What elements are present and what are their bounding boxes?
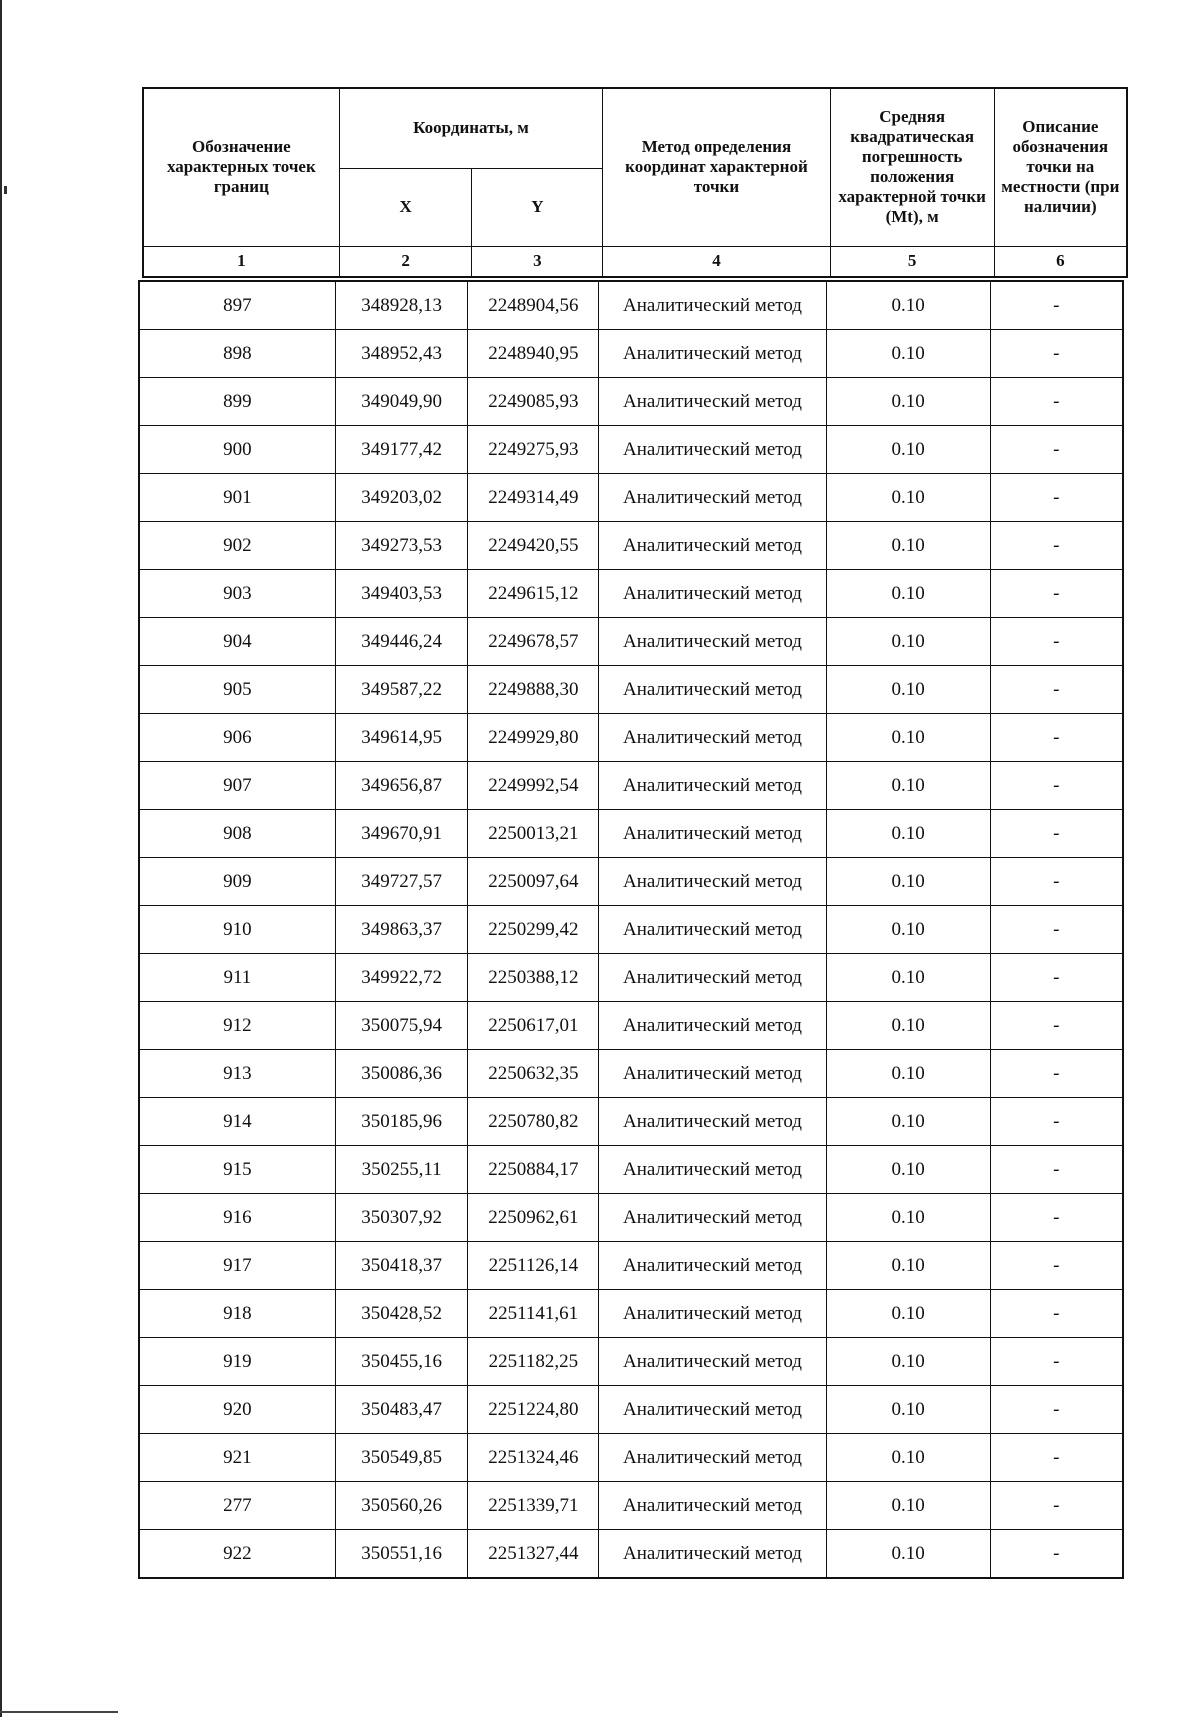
cell-point-id: 277	[139, 1482, 335, 1530]
cell-coord-y: 2249085,93	[468, 378, 599, 426]
cell-error-mt: 0.10	[826, 474, 990, 522]
cell-point-id: 908	[139, 810, 335, 858]
table-row	[139, 1002, 1123, 1050]
cell-error-mt: 0.10	[826, 1338, 990, 1386]
cell-coord-y: 2249420,55	[468, 522, 599, 570]
cell-error-mt: 0.10	[826, 858, 990, 906]
table-row	[139, 522, 1123, 570]
cell-error-mt: 0.10	[826, 810, 990, 858]
cell-coord-x: 350185,96	[335, 1098, 468, 1146]
cell-coord-x: 349922,72	[335, 954, 468, 1002]
coordinates-table	[138, 280, 1124, 1579]
cell-method: Аналитический метод	[599, 906, 826, 954]
cell-description: -	[990, 1146, 1123, 1194]
cell-coord-y: 2251327,44	[468, 1530, 599, 1579]
cell-method: Аналитический метод	[599, 1482, 826, 1530]
cell-error-mt: 0.10	[826, 426, 990, 474]
cell-coord-x: 349203,02	[335, 474, 468, 522]
column-number-2: 2	[339, 246, 472, 277]
cell-coord-y: 2250388,12	[468, 954, 599, 1002]
cell-method: Аналитический метод	[599, 618, 826, 666]
cell-coord-x: 349614,95	[335, 714, 468, 762]
table-row	[139, 762, 1123, 810]
cell-error-mt: 0.10	[826, 1050, 990, 1098]
column-number-3: 3	[472, 246, 603, 277]
cell-point-id: 900	[139, 426, 335, 474]
cell-coord-y: 2250299,42	[468, 906, 599, 954]
cell-error-mt: 0.10	[826, 1482, 990, 1530]
cell-coord-y: 2251182,25	[468, 1338, 599, 1386]
cell-method: Аналитический метод	[599, 281, 826, 330]
cell-coord-x: 349403,53	[335, 570, 468, 618]
coordinates-table-body	[139, 281, 1123, 1578]
cell-coord-y: 2249929,80	[468, 714, 599, 762]
cell-error-mt: 0.10	[826, 378, 990, 426]
cell-error-mt: 0.10	[826, 618, 990, 666]
cell-coord-y: 2250013,21	[468, 810, 599, 858]
table-row	[139, 281, 1123, 330]
cell-method: Аналитический метод	[599, 1530, 826, 1579]
cell-method: Аналитический метод	[599, 858, 826, 906]
cell-point-id: 914	[139, 1098, 335, 1146]
cell-description: -	[990, 522, 1123, 570]
cell-method: Аналитический метод	[599, 1290, 826, 1338]
cell-method: Аналитический метод	[599, 810, 826, 858]
table-row	[139, 810, 1123, 858]
cell-coord-y: 2250632,35	[468, 1050, 599, 1098]
header-coordinates: Координаты, м	[339, 88, 603, 168]
table-row	[139, 1194, 1123, 1242]
cell-coord-y: 2248940,95	[468, 330, 599, 378]
cell-error-mt: 0.10	[826, 1290, 990, 1338]
cell-error-mt: 0.10	[826, 1530, 990, 1579]
cell-error-mt: 0.10	[826, 1146, 990, 1194]
cell-point-id: 917	[139, 1242, 335, 1290]
table-row	[139, 858, 1123, 906]
cell-error-mt: 0.10	[826, 522, 990, 570]
cell-method: Аналитический метод	[599, 1050, 826, 1098]
cell-coord-x: 349273,53	[335, 522, 468, 570]
cell-description: -	[990, 570, 1123, 618]
cell-description: -	[990, 378, 1123, 426]
cell-description: -	[990, 474, 1123, 522]
cell-description: -	[990, 1050, 1123, 1098]
cell-description: -	[990, 954, 1123, 1002]
cell-coord-x: 349049,90	[335, 378, 468, 426]
header-method: Метод определения координат характерной точки	[603, 88, 830, 246]
cell-point-id: 909	[139, 858, 335, 906]
cell-point-id: 916	[139, 1194, 335, 1242]
column-number-4: 4	[603, 246, 830, 277]
cell-description: -	[990, 1386, 1123, 1434]
cell-error-mt: 0.10	[826, 570, 990, 618]
cell-description: -	[990, 1242, 1123, 1290]
cell-point-id: 910	[139, 906, 335, 954]
cell-coord-y: 2250780,82	[468, 1098, 599, 1146]
cell-point-id: 915	[139, 1146, 335, 1194]
cell-coord-y: 2249275,93	[468, 426, 599, 474]
cell-coord-y: 2249888,30	[468, 666, 599, 714]
cell-description: -	[990, 1098, 1123, 1146]
cell-method: Аналитический метод	[599, 426, 826, 474]
table-row	[139, 426, 1123, 474]
cell-description: -	[990, 618, 1123, 666]
cell-coord-x: 350418,37	[335, 1242, 468, 1290]
cell-coord-x: 350307,92	[335, 1194, 468, 1242]
cell-method: Аналитический метод	[599, 1146, 826, 1194]
cell-coord-y: 2250884,17	[468, 1146, 599, 1194]
cell-description: -	[990, 1338, 1123, 1386]
cell-description: -	[990, 1194, 1123, 1242]
cell-point-id: 922	[139, 1530, 335, 1579]
cell-point-id: 904	[139, 618, 335, 666]
cell-point-id: 907	[139, 762, 335, 810]
cell-coord-y: 2249615,12	[468, 570, 599, 618]
cell-coord-x: 349177,42	[335, 426, 468, 474]
cell-coord-x: 349670,91	[335, 810, 468, 858]
cell-point-id: 919	[139, 1338, 335, 1386]
cell-error-mt: 0.10	[826, 1002, 990, 1050]
cell-description: -	[990, 1002, 1123, 1050]
cell-error-mt: 0.10	[826, 906, 990, 954]
cell-point-id: 902	[139, 522, 335, 570]
cell-error-mt: 0.10	[826, 762, 990, 810]
cell-error-mt: 0.10	[826, 714, 990, 762]
cell-point-id: 918	[139, 1290, 335, 1338]
cell-coord-y: 2251339,71	[468, 1482, 599, 1530]
table-row	[139, 330, 1123, 378]
table-row	[139, 1434, 1123, 1482]
cell-description: -	[990, 714, 1123, 762]
cell-coord-x: 349863,37	[335, 906, 468, 954]
cell-description: -	[990, 330, 1123, 378]
cell-coord-x: 349727,57	[335, 858, 468, 906]
cell-description: -	[990, 281, 1123, 330]
cell-description: -	[990, 858, 1123, 906]
cell-description: -	[990, 1290, 1123, 1338]
column-number-1: 1	[143, 246, 339, 277]
cell-coord-x: 348928,13	[335, 281, 468, 330]
cell-description: -	[990, 1530, 1123, 1579]
cell-description: -	[990, 1482, 1123, 1530]
cell-coord-x: 350551,16	[335, 1530, 468, 1579]
cell-coord-x: 349446,24	[335, 618, 468, 666]
cell-method: Аналитический метод	[599, 954, 826, 1002]
cell-coord-x: 350549,85	[335, 1434, 468, 1482]
cell-method: Аналитический метод	[599, 1434, 826, 1482]
cell-point-id: 903	[139, 570, 335, 618]
header-point-designation: Обозначение характерных точек границ	[143, 88, 339, 246]
cell-description: -	[990, 810, 1123, 858]
cell-method: Аналитический метод	[599, 570, 826, 618]
table-row	[139, 954, 1123, 1002]
cell-error-mt: 0.10	[826, 330, 990, 378]
cell-description: -	[990, 666, 1123, 714]
cell-coord-x: 349587,22	[335, 666, 468, 714]
header-y: Y	[472, 168, 603, 246]
header-table	[142, 87, 1128, 278]
cell-error-mt: 0.10	[826, 954, 990, 1002]
table-row	[139, 1338, 1123, 1386]
table-row	[139, 1530, 1123, 1579]
cell-method: Аналитический метод	[599, 714, 826, 762]
table-row	[139, 906, 1123, 954]
cell-coord-y: 2250617,01	[468, 1002, 599, 1050]
cell-coord-x: 350428,52	[335, 1290, 468, 1338]
cell-method: Аналитический метод	[599, 1098, 826, 1146]
table-row	[139, 1242, 1123, 1290]
cell-method: Аналитический метод	[599, 1386, 826, 1434]
cell-coord-y: 2251224,80	[468, 1386, 599, 1434]
cell-coord-y: 2251141,61	[468, 1290, 599, 1338]
scan-mark	[4, 186, 7, 194]
table-row	[139, 618, 1123, 666]
cell-coord-x: 349656,87	[335, 762, 468, 810]
cell-point-id: 906	[139, 714, 335, 762]
cell-coord-x: 348952,43	[335, 330, 468, 378]
table-row	[139, 1098, 1123, 1146]
cell-description: -	[990, 906, 1123, 954]
table-row	[139, 1146, 1123, 1194]
cell-coord-x: 350483,47	[335, 1386, 468, 1434]
cell-method: Аналитический метод	[599, 666, 826, 714]
cell-error-mt: 0.10	[826, 1098, 990, 1146]
cell-method: Аналитический метод	[599, 1194, 826, 1242]
table-row	[139, 666, 1123, 714]
cell-point-id: 912	[139, 1002, 335, 1050]
cell-method: Аналитический метод	[599, 1338, 826, 1386]
cell-coord-y: 2249678,57	[468, 618, 599, 666]
header-error: Средняя квадратическая погрешность положения характерной точки (Mt), м	[830, 88, 994, 246]
cell-error-mt: 0.10	[826, 1434, 990, 1482]
cell-description: -	[990, 1434, 1123, 1482]
cell-point-id: 897	[139, 281, 335, 330]
scan-edge-left	[0, 0, 2, 1717]
cell-coord-x: 350455,16	[335, 1338, 468, 1386]
cell-coord-x: 350086,36	[335, 1050, 468, 1098]
cell-coord-y: 2250962,61	[468, 1194, 599, 1242]
cell-error-mt: 0.10	[826, 666, 990, 714]
scan-edge-bottom	[0, 1711, 118, 1713]
header-x: X	[339, 168, 472, 246]
cell-point-id: 913	[139, 1050, 335, 1098]
table-row	[139, 1386, 1123, 1434]
table-row	[139, 474, 1123, 522]
cell-point-id: 920	[139, 1386, 335, 1434]
cell-error-mt: 0.10	[826, 1194, 990, 1242]
cell-point-id: 901	[139, 474, 335, 522]
cell-method: Аналитический метод	[599, 474, 826, 522]
cell-method: Аналитический метод	[599, 762, 826, 810]
header-row-top	[143, 88, 1127, 168]
cell-method: Аналитический метод	[599, 1002, 826, 1050]
cell-coord-y: 2251126,14	[468, 1242, 599, 1290]
cell-description: -	[990, 762, 1123, 810]
cell-method: Аналитический метод	[599, 522, 826, 570]
cell-coord-x: 350560,26	[335, 1482, 468, 1530]
table-row	[139, 714, 1123, 762]
cell-coord-y: 2251324,46	[468, 1434, 599, 1482]
cell-method: Аналитический метод	[599, 378, 826, 426]
table-row	[139, 1482, 1123, 1530]
cell-method: Аналитический метод	[599, 1242, 826, 1290]
cell-point-id: 921	[139, 1434, 335, 1482]
cell-method: Аналитический метод	[599, 330, 826, 378]
cell-error-mt: 0.10	[826, 1386, 990, 1434]
cell-description: -	[990, 426, 1123, 474]
cell-error-mt: 0.10	[826, 1242, 990, 1290]
table-row	[139, 1050, 1123, 1098]
table-row	[139, 378, 1123, 426]
cell-coord-x: 350075,94	[335, 1002, 468, 1050]
cell-point-id: 905	[139, 666, 335, 714]
cell-point-id: 898	[139, 330, 335, 378]
cell-coord-y: 2249992,54	[468, 762, 599, 810]
cell-coord-y: 2249314,49	[468, 474, 599, 522]
column-number-6: 6	[994, 246, 1127, 277]
header-column-numbers	[143, 246, 1127, 277]
table-row	[139, 1290, 1123, 1338]
cell-coord-x: 350255,11	[335, 1146, 468, 1194]
column-number-5: 5	[830, 246, 994, 277]
cell-coord-y: 2248904,56	[468, 281, 599, 330]
cell-error-mt: 0.10	[826, 281, 990, 330]
cell-point-id: 911	[139, 954, 335, 1002]
cell-coord-y: 2250097,64	[468, 858, 599, 906]
table-row	[139, 570, 1123, 618]
cell-point-id: 899	[139, 378, 335, 426]
header-description: Описание обозначения точки на местности (при наличии)	[994, 88, 1127, 246]
